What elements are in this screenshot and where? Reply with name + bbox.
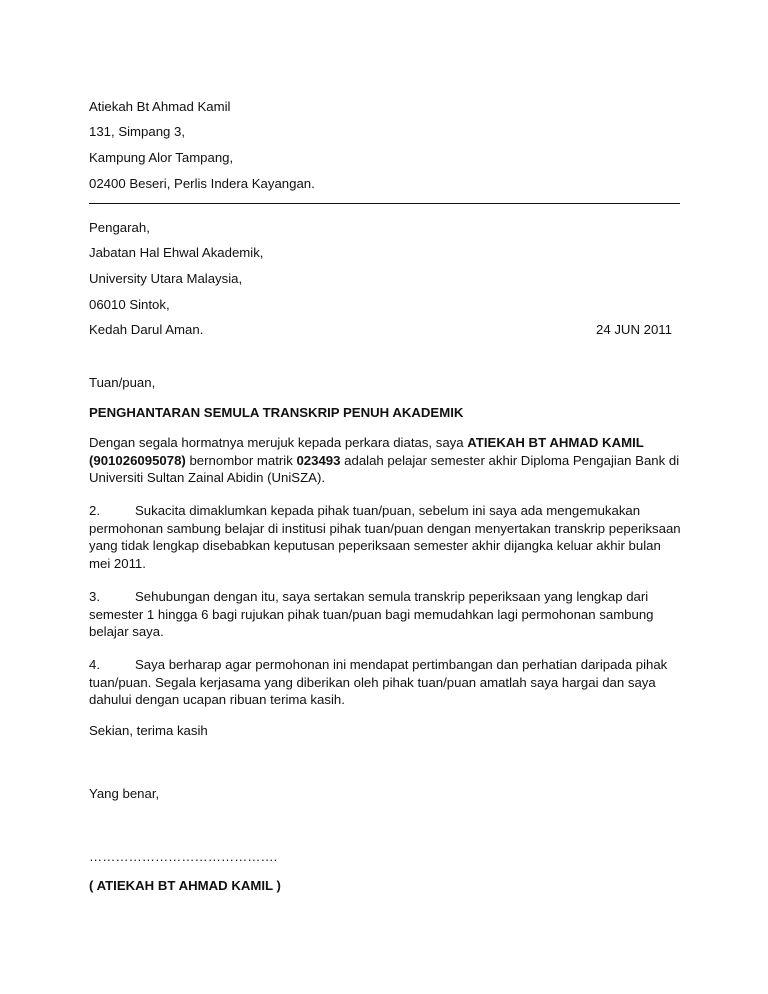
sender-address-line1: 131, Simpang 3, (89, 124, 186, 139)
signature-line: ……………………………………. (89, 849, 278, 864)
closing-line: Sekian, terima kasih (89, 723, 208, 738)
paragraph-3 (89, 588, 681, 641)
recipient-line1: Pengarah, (89, 220, 150, 235)
sign-off: Yang benar, (89, 786, 160, 801)
applicant-ic-number: (901026095078) (89, 452, 186, 468)
sender-address-line2: Kampung Alor Tampang, (89, 150, 234, 165)
paragraph-1 (89, 434, 681, 487)
salutation: Tuan/puan, (89, 375, 156, 390)
letter-date: 24 JUN 2011 (596, 322, 672, 337)
recipient-line3: University Utara Malaysia, (89, 271, 243, 286)
paragraph-1-text-a: Dengan segala hormatnya merujuk kepada perkara diatas, saya (89, 435, 468, 450)
paragraph-3-text: Sehubungan dengan itu, saya sertakan semula transkrip peperiksaan yang lengkap dari semester 1 hingga 6 bagi rujukan pihak tuan/puan bagi memudahkan lagi permohonan sambung belajar saya. (89, 589, 654, 640)
header-divider (89, 203, 680, 204)
paragraph-2-number: 2. (89, 503, 100, 518)
matric-number: 023493 (296, 452, 341, 468)
paragraph-2-text: Sukacita dimaklumkan kepada pihak tuan/puan, sebelum ini saya ada mengemukakan permohonan sambung belajar di institusi pihak tuan/puan dengan menyertakan transkrip peperiksaan yang tidak lengkap disebabkan keputusan peperiksaan semester akhir dijangka keluar akhir bulan mei 2011. (89, 503, 681, 571)
paragraph-4-number: 4. (89, 657, 100, 672)
paragraph-4 (89, 656, 681, 709)
paragraph-3-number: 3. (89, 589, 100, 604)
recipient-line4: 06010 Sintok, (89, 297, 170, 312)
signatory-name: ( ATIEKAH BT AHMAD KAMIL ) (89, 878, 281, 893)
recipient-line5: Kedah Darul Aman. (89, 322, 204, 337)
recipient-line2: Jabatan Hal Ehwal Akademik, (89, 245, 264, 260)
paragraph-1-text-c: adalah pelajar semester akhir Diploma Pengajian Bank di Universiti Sultan Zainal Abidin (UniSZA). (89, 452, 680, 486)
sender-address-line3: 02400 Beseri, Perlis Indera Kayangan. (89, 176, 315, 191)
subject-line: PENGHANTARAN SEMULA TRANSKRIP PENUH AKADEMIK (89, 405, 464, 420)
paragraph-2 (89, 502, 681, 572)
applicant-name: ATIEKAH BT AHMAD KAMIL (467, 435, 644, 450)
sender-name: Atiekah Bt Ahmad Kamil (89, 99, 231, 114)
paragraph-1-text-b: bernombor matrik (185, 452, 297, 468)
paragraph-4-text: Saya berharap agar permohonan ini mendapat pertimbangan dan perhatian daripada pihak tuan/puan. Segala kerjasama yang diberikan oleh pihak tuan/puan amatlah saya hargai dan saya dahului dengan ucapan ribuan terima kasih. (89, 657, 668, 708)
